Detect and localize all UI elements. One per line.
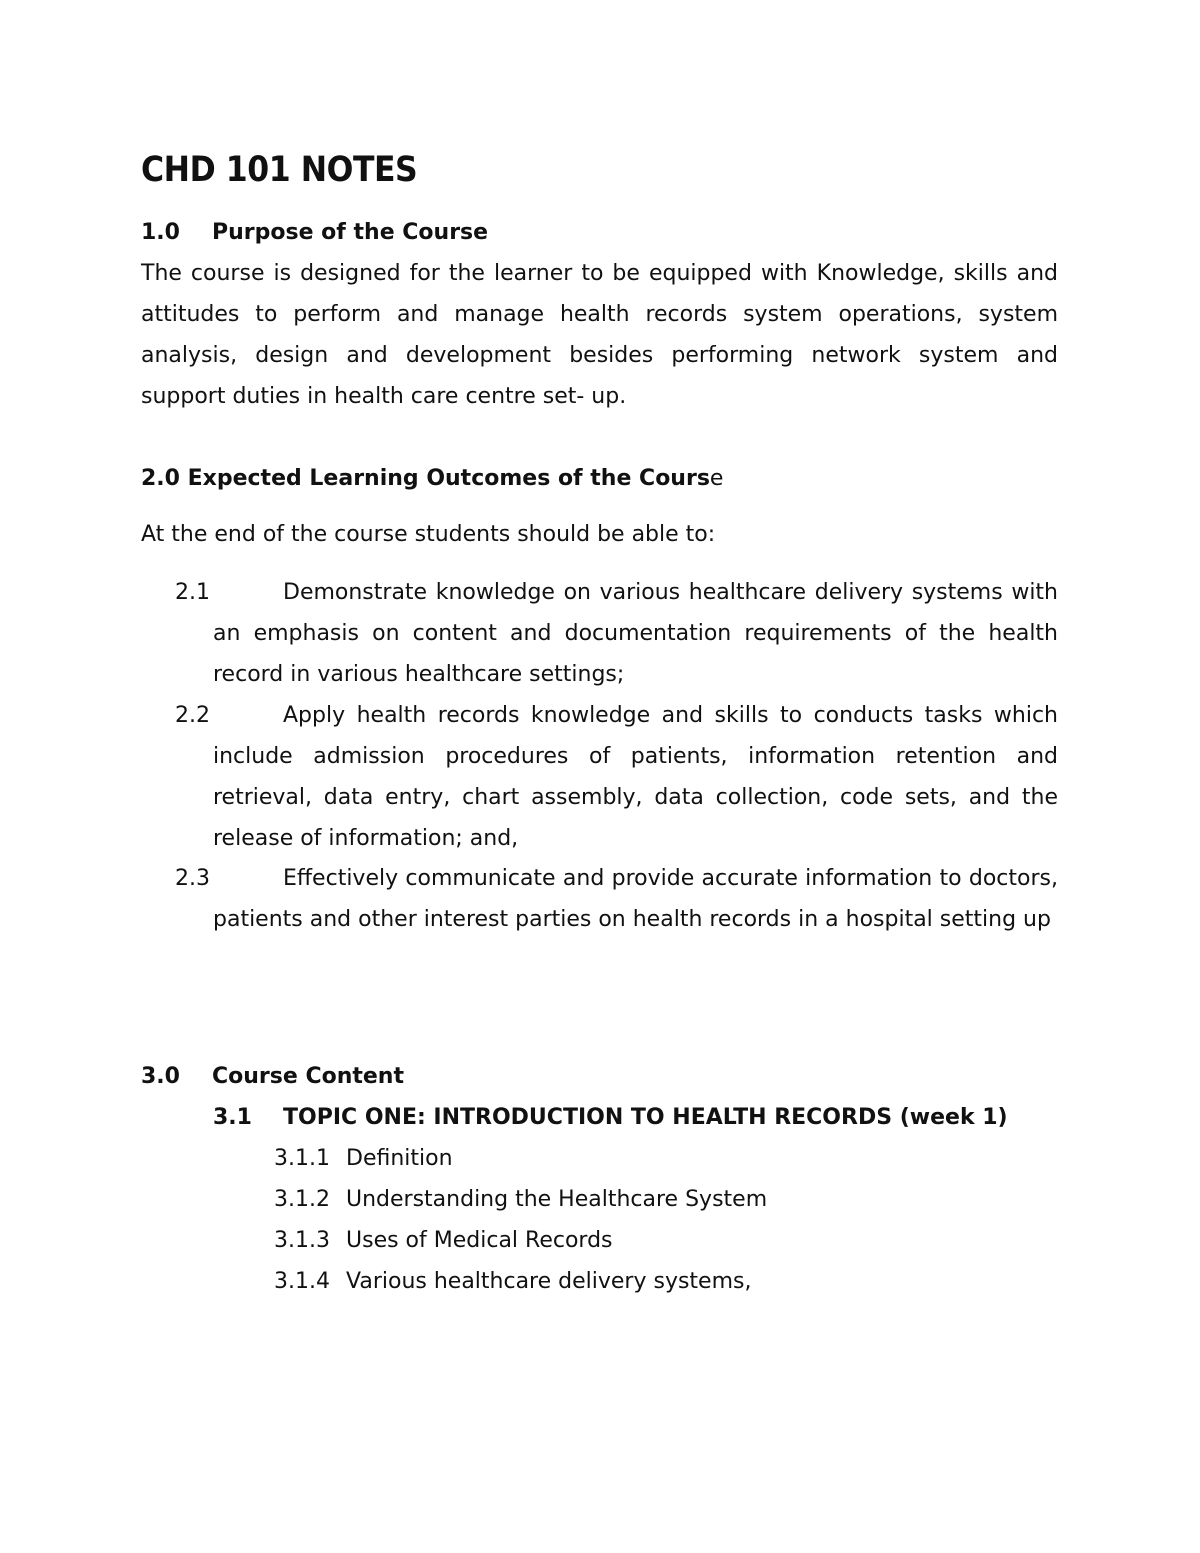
outcome-number: 2.1: [175, 580, 210, 605]
section-title: Course Content: [212, 1064, 404, 1089]
topic-title: TOPIC ONE: INTRODUCTION TO HEALTH RECORDS (week 1): [283, 1105, 1008, 1130]
topic-subitem: [274, 1269, 751, 1294]
section-heading-purpose: [141, 220, 488, 245]
outcome-text: Demonstrate knowledge on various healthcare delivery systems with an emphasis on content and documentation requirements of the health record in various healthcare settings;: [213, 580, 1058, 687]
section-number: 1.0: [141, 220, 180, 245]
subitem-number: 3.1.3: [274, 1228, 330, 1253]
topic-number: 3.1: [213, 1105, 252, 1130]
subitem-number: 3.1.1: [274, 1146, 330, 1171]
subitem-text: Definition: [346, 1146, 453, 1171]
topic-heading: [213, 1105, 1008, 1130]
outcome-number: 2.2: [175, 703, 210, 728]
outcomes-intro: At the end of the course students should be able to:: [141, 522, 716, 547]
subitem-number: 3.1.2: [274, 1187, 330, 1212]
topic-subitem: [274, 1187, 767, 1212]
outcome-text: Apply health records knowledge and skills to conducts tasks which include admission procedures of patients, information retention and retrieval, data entry, chart assembly, data collection, code sets, and the release of information; and,: [213, 703, 1058, 851]
outcome-number: 2.3: [175, 866, 210, 891]
subitem-text: Various healthcare delivery systems,: [346, 1269, 752, 1294]
outcome-item: [175, 858, 1058, 940]
purpose-paragraph: The course is designed for the learner to be equipped with Knowledge, skills and attitudes to perform and manage health records system operations, system analysis, design and development besides performing network system and support duties in health care centre set- up.: [141, 261, 1058, 409]
topic-subitem: [274, 1146, 453, 1171]
document-title: CHD 101 NOTES: [141, 150, 418, 190]
outcome-text: Effectively communicate and provide accurate information to doctors, patients and other interest parties on health records in a hospital setting up: [213, 866, 1058, 932]
section-title: 2.0 Expected Learning Outcomes of the Cours: [141, 466, 710, 491]
section-heading-content: [141, 1064, 404, 1089]
outcome-item: [175, 695, 1058, 859]
subitem-number: 3.1.4: [274, 1269, 330, 1294]
outcome-item: [175, 572, 1058, 695]
subitem-text: Understanding the Healthcare System: [346, 1187, 768, 1212]
topic-subitem: [274, 1228, 613, 1253]
section-number: 3.0: [141, 1064, 180, 1089]
section-heading-outcomes: [141, 466, 723, 491]
section-title: Purpose of the Course: [212, 220, 489, 245]
subitem-text: Uses of Medical Records: [346, 1228, 613, 1253]
section-title-tail: e: [709, 466, 724, 491]
